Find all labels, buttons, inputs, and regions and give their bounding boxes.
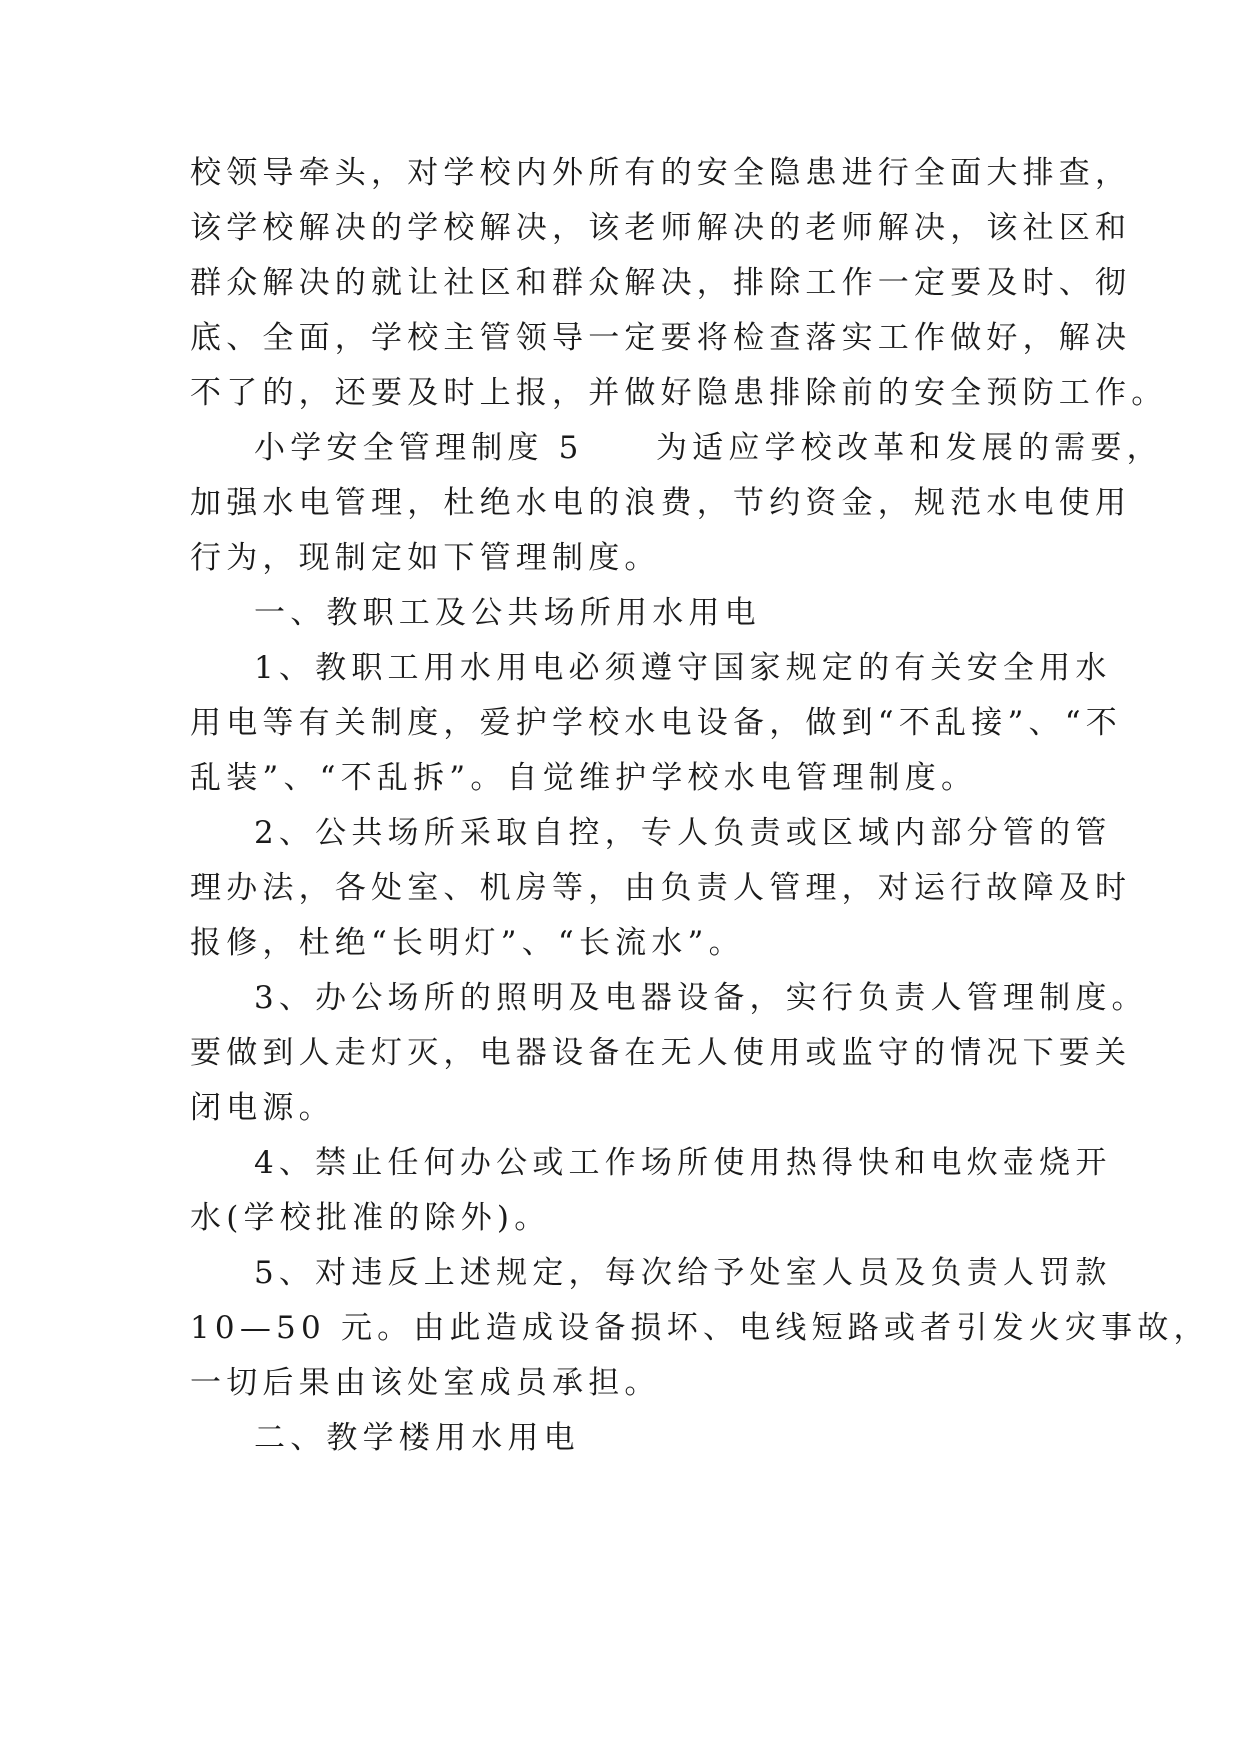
- text-line: 4、禁止任何办公或工作场所使用热得快和电炊壶烧开: [254, 1145, 1112, 1181]
- text-line: 加强水电管理，杜绝水电的浪费，节约资金，规范水电使用: [190, 485, 1132, 521]
- text-line: 理办法，各处室、机房等，由负责人管理，对运行故障及时: [190, 870, 1132, 906]
- text-line: 闭电源。: [190, 1090, 335, 1126]
- text-line: 该学校解决的学校解决，该老师解决的老师解决，该社区和: [190, 210, 1132, 246]
- text-line: 行为，现制定如下管理制度。: [190, 540, 661, 576]
- text-line: 要做到人走灯灭，电器设备在无人使用或监守的情况下要关: [190, 1035, 1132, 1071]
- section-heading: 一、教职工及公共场所用水用电: [254, 595, 761, 631]
- section-heading: 小学安全管理制度 5 为适应学校改革和发展的需要，: [254, 430, 1163, 466]
- text-line: 校领导牵头，对学校内外所有的安全隐患进行全面大排查，: [190, 155, 1132, 191]
- text-line: 底、全面，学校主管领导一定要将检查落实工作做好，解决: [190, 320, 1132, 356]
- text-line: 10—50 元。由此造成设备损坏、电线短路或者引发火灾事故，: [190, 1310, 1210, 1346]
- text-line: 用电等有关制度，爱护学校水电设备，做到“不乱接”、“不: [190, 705, 1122, 741]
- text-line: 1、教职工用水用电必须遵守国家规定的有关安全用水: [254, 650, 1112, 686]
- text-line: 不了的，还要及时上报，并做好隐患排除前的安全预防工作。: [190, 375, 1168, 411]
- text-line: 3、办公场所的照明及电器设备，实行负责人管理制度。: [254, 980, 1148, 1016]
- text-line: 群众解决的就让社区和群众解决，排除工作一定要及时、彻: [190, 265, 1132, 301]
- text-line: 报修，杜绝“长明灯”、“长流水”。: [190, 925, 745, 961]
- text-line: 一切后果由该处室成员承担。: [190, 1365, 661, 1401]
- section-heading: 二、教学楼用水用电: [254, 1420, 580, 1456]
- text-line: 2、公共场所采取自控，专人负责或区域内部分管的管: [254, 815, 1112, 851]
- text-line: 水(学校批准的除外)。: [190, 1200, 551, 1236]
- text-line: 5、对违反上述规定，每次给予处室人员及负责人罚款: [254, 1255, 1112, 1291]
- text-line: 乱装”、“不乱拆”。自觉维护学校水电管理制度。: [190, 760, 978, 796]
